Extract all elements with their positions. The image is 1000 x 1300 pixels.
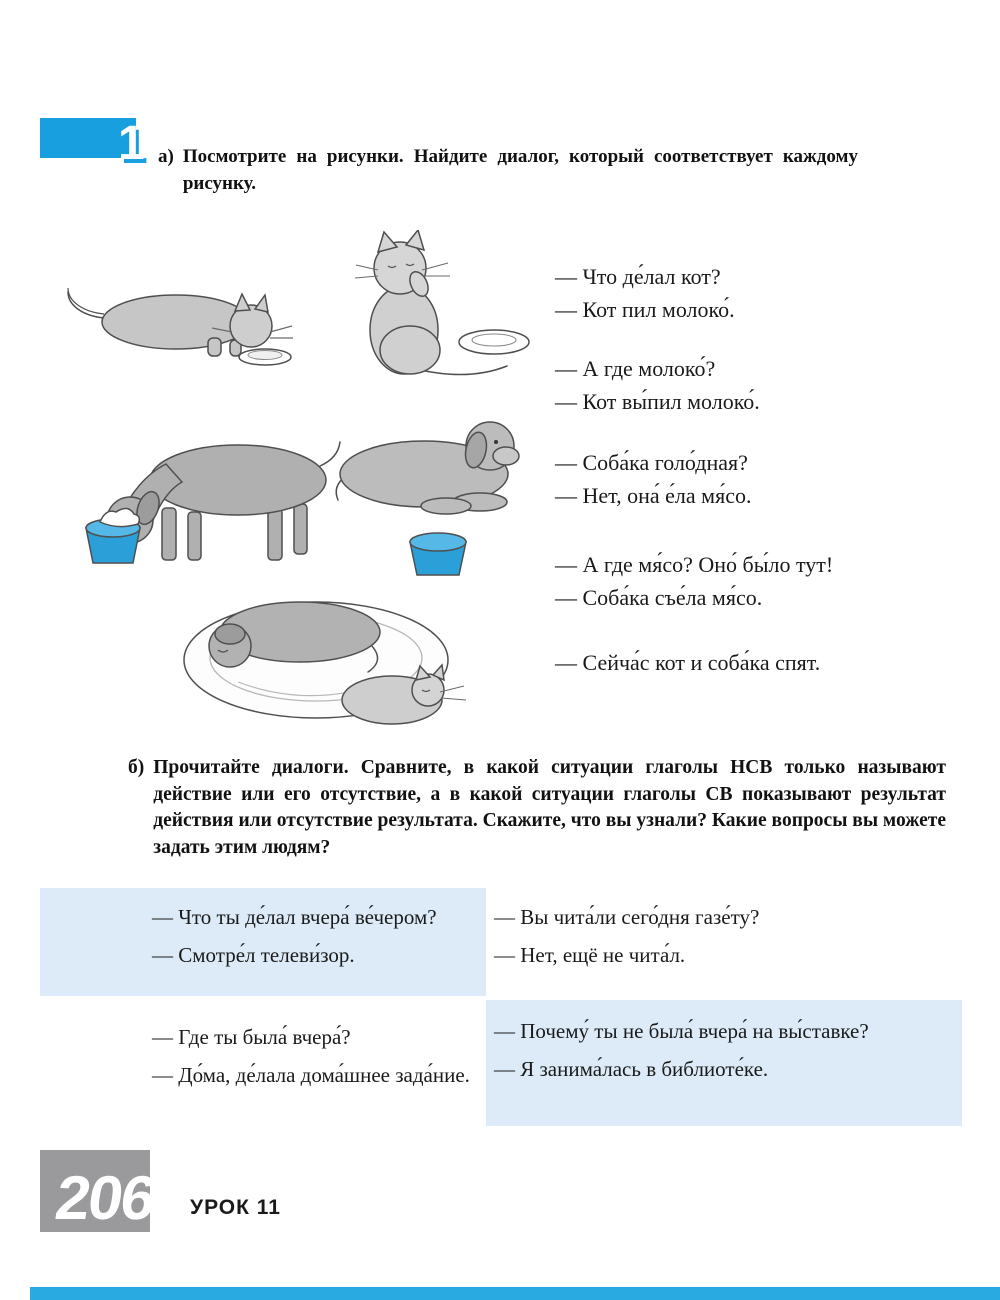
dialogue-a-3 <box>555 446 895 512</box>
dialogue-a-2 <box>555 352 895 418</box>
dialogue-b-card-3 <box>40 1006 486 1132</box>
dialogue-line: — Где ты была́ вчера́? <box>152 1025 351 1049</box>
dialogue-line: — Кот пил молоко́. <box>555 297 735 322</box>
page-number: 206 <box>51 1164 159 1233</box>
dialogue-line: — Вы чита́ли сего́дня газе́ту? <box>494 905 760 929</box>
dialogue-line: — Кот вы́пил молоко́. <box>555 389 760 414</box>
exercise-number: 1 <box>118 117 145 170</box>
cat-drinking-milk-illustration <box>58 262 298 367</box>
dialogue-line: — А где мя́со? Оно́ бы́ло тут! <box>555 552 834 577</box>
task-b-text: Прочитайте диалоги. Сравните, в какой ситуации глаголы НСВ только называют действие или его отсутствие, а в какой ситуации глаголы СВ показывают результат действия или отсутствие результата. Скажите, что вы узнали? Какие вопросы вы можете задать этим людям? <box>153 757 946 858</box>
cat-washing-illustration <box>352 230 542 380</box>
dog-eating-illustration <box>66 416 346 568</box>
dialogue-line: — А где молоко́? <box>555 356 716 381</box>
dialogue-line: — Смотре́л телеви́зор. <box>152 943 355 967</box>
dialogue-a-4 <box>555 548 895 614</box>
task-b-instruction <box>128 755 946 861</box>
task-a-instruction <box>158 143 858 197</box>
dialogue-b-card-2 <box>490 888 962 996</box>
dialogue-line: — До́ма, де́лала дома́шнее зада́ние. <box>152 1063 470 1087</box>
dialogue-b-card-1 <box>40 888 486 996</box>
dialogue-line: — Соба́ка съе́ла мя́со. <box>555 585 763 610</box>
dog-lying-illustration <box>330 414 535 584</box>
dialogue-line: — Соба́ка голо́дная? <box>555 450 748 475</box>
dialogue-line: — Я занима́лась в библиоте́ке. <box>494 1057 769 1081</box>
dialogue-line: — Что де́лал кот? <box>555 264 721 289</box>
dialogue-a-1 <box>555 260 895 326</box>
dialogue-line: — Нет, она́ е́ла мя́со. <box>555 483 752 508</box>
dialogue-b-card-4 <box>486 1000 962 1126</box>
dialogue-line: — Сейча́с кот и соба́ка спят. <box>555 650 821 675</box>
task-a-text: Посмотрите на рисунки. Найдите диалог, который соответствует каждому рисунку. <box>182 146 858 194</box>
dog-and-cat-sleeping-illustration <box>178 572 468 742</box>
dialogue-line: — Почему́ ты не была́ вчера́ на вы́ставке? <box>494 1019 869 1043</box>
task-a-label: а) <box>158 146 174 167</box>
dialogue-a-5 <box>555 646 895 679</box>
dialogue-line: — Нет, ещё не чита́л. <box>494 943 686 967</box>
task-b-label: б) <box>128 757 145 778</box>
dialogue-line: — Что ты де́лал вчера́ ве́чером? <box>152 905 437 929</box>
lesson-label: УРОК 11 <box>190 1196 281 1219</box>
bottom-accent-bar <box>30 1287 1000 1300</box>
